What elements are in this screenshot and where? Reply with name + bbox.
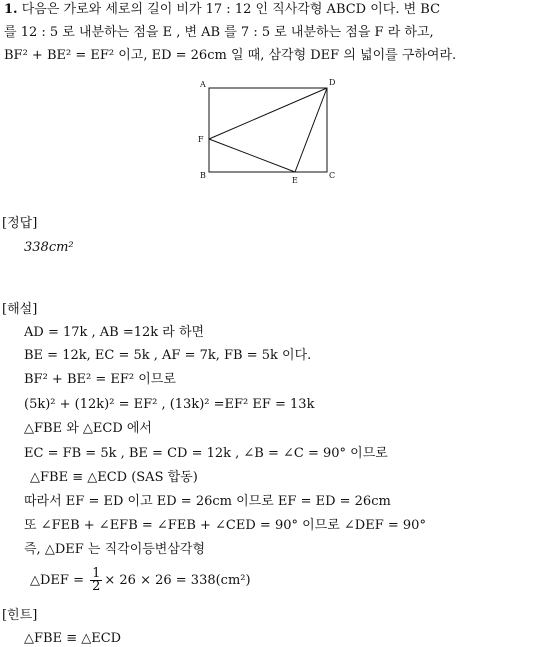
label-b: B	[200, 171, 206, 180]
fraction-numerator: 1	[92, 566, 101, 581]
answer-heading: [정답]	[2, 216, 38, 231]
label-f: F	[198, 135, 204, 144]
rectangle-abcd	[209, 88, 327, 172]
problem-text-1: 다음은 가로와 세로의 길이 비가 17 : 12 인 직사각형 ABCD 이다. 변 BC	[21, 2, 441, 17]
solution-line-2: BE = 12k, EC = 5k , AF = 7k, FB = 5k 이다.	[24, 348, 312, 363]
problem-number: 1.	[4, 2, 18, 17]
label-e: E	[292, 176, 298, 185]
area-label: △DEF =	[30, 573, 89, 588]
solution-line-10: 즉, △DEF 는 직각이등변삼각형	[24, 542, 206, 557]
problem-line-2: 를 12 : 5 로 내분하는 점을 E , 변 AB 를 7 : 5 로 내분하는 점을 F 라 하고,	[4, 25, 434, 40]
area-expression: × 26 × 26 = 338(cm²)	[104, 573, 251, 588]
solution-line-8: 따라서 EF = ED 이고 ED = 26cm 이므로 EF = ED = 26cm	[24, 494, 391, 509]
fraction-denominator: 2	[92, 579, 101, 594]
answer-value: 338cm²	[24, 240, 74, 255]
segment-fe	[209, 139, 295, 172]
solution-line-7: △FBE ≡ △ECD (SAS 합동)	[30, 470, 198, 485]
rectangle-figure	[195, 76, 355, 186]
solution-line-9: 또 ∠FEB + ∠EFB = ∠FEB + ∠CED = 90° 이므로 ∠DEF = 90°	[24, 518, 426, 533]
hint-text: △FBE ≡ △ECD	[24, 631, 122, 646]
problem-line-1	[4, 2, 440, 18]
problem-line-3: BF² + BE² = EF² 이고, ED = 26cm 일 때, 삼각형 DEF 의 넓이를 구하여라.	[4, 48, 457, 63]
segment-ed	[295, 88, 327, 172]
solution-heading: [해설]	[2, 302, 38, 317]
hint-heading: [힌트]	[2, 608, 38, 623]
solution-line-1: AD = 17k , AB =12k 라 하면	[24, 325, 205, 340]
solution-line-4: (5k)² + (12k)² = EF² , (13k)² =EF² EF = 13k	[24, 397, 315, 412]
solution-line-11	[30, 567, 251, 595]
solution-line-5: △FBE 와 △ECD 에서	[24, 421, 152, 436]
fraction-one-half	[90, 568, 102, 593]
label-c: C	[329, 171, 336, 180]
label-a: A	[200, 80, 206, 89]
solution-line-3: BF² + BE² = EF² 이므로	[24, 372, 176, 387]
label-d: D	[329, 78, 336, 87]
solution-line-6: EC = FB = 5k , BE = CD = 12k , ∠B = ∠C = 90° 이므로	[24, 446, 388, 461]
segment-fd	[209, 88, 327, 139]
